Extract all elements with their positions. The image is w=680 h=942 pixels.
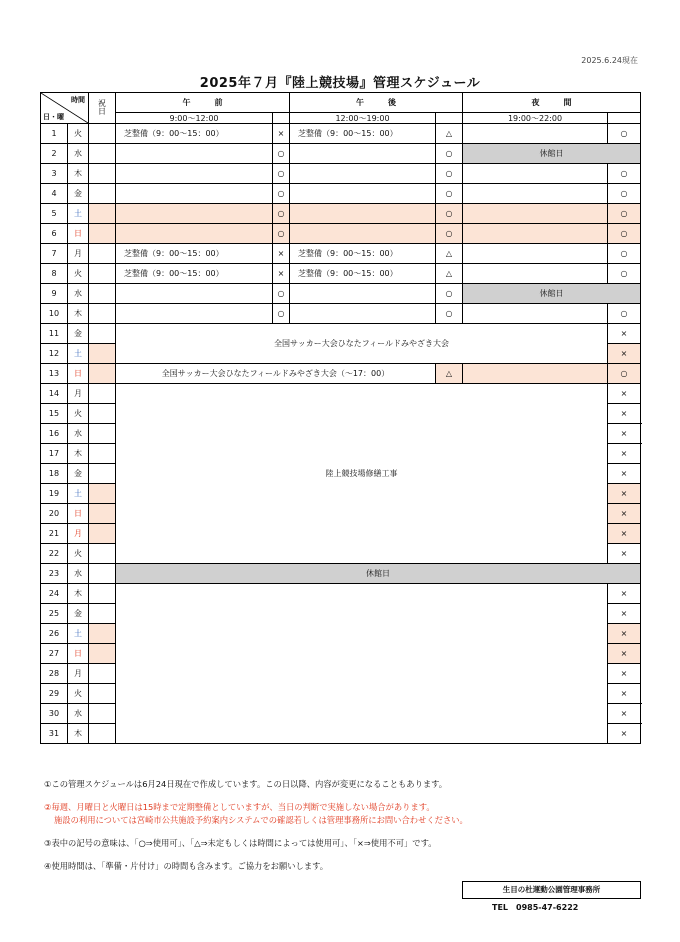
table-row (41, 244, 641, 264)
day-number: 26 (41, 624, 68, 644)
event-soccer-13: 全国サッカー大会ひなたフィールドみやざき大会（〜17：00） (116, 364, 436, 384)
am-slot: 芝整備（9：00〜15：00） (116, 124, 273, 144)
note-1: ①この管理スケジュールは6月24日現在で作成しています。この日以降、内容が変更になることもあります。 (44, 779, 448, 789)
holiday-cell (89, 384, 116, 404)
day-number: 28 (41, 664, 68, 684)
day-number: 1 (41, 124, 68, 144)
night-slot (463, 224, 608, 244)
night-mark: ○ (608, 244, 641, 264)
holiday-cell (89, 244, 116, 264)
day-number: 27 (41, 644, 68, 664)
holiday-cell (89, 444, 116, 464)
day-number: 2 (41, 144, 68, 164)
day-number: 23 (41, 564, 68, 584)
weekday: 土 (68, 204, 89, 224)
day-number: 7 (41, 244, 68, 264)
pm-slot (290, 224, 436, 244)
office-name: 生目の杜運動公園管理事務所 (462, 881, 641, 899)
table-row (41, 564, 641, 584)
weekday: 月 (68, 244, 89, 264)
night-mark: × (608, 664, 641, 684)
holiday-cell (89, 464, 116, 484)
pm-mark: ○ (436, 164, 463, 184)
weekday: 土 (68, 624, 89, 644)
holiday-cell (89, 624, 116, 644)
night-mark: × (608, 684, 641, 704)
night-mark: × (608, 464, 641, 484)
am-mark: ○ (273, 184, 290, 204)
day-number: 24 (41, 584, 68, 604)
am-mark: ○ (273, 204, 290, 224)
pm-mark: ○ (436, 144, 463, 164)
holiday-cell (89, 724, 116, 744)
am-slot (116, 224, 273, 244)
note-2-line-2: 施設の利用については宮崎市公共施設予約案内システムでの確認若しくは管理事務所にお問い合わせください。 (54, 815, 468, 825)
holiday-cell (89, 704, 116, 724)
night-mark: ○ (608, 184, 641, 204)
am-mark: ○ (273, 164, 290, 184)
day-number: 30 (41, 704, 68, 724)
day-number: 5 (41, 204, 68, 224)
am-mark: ○ (273, 224, 290, 244)
table-row (41, 324, 641, 344)
night-mark: ○ (608, 224, 641, 244)
night-mark: × (608, 504, 641, 524)
night-closed: 休館日 (463, 144, 641, 164)
am-mark: ○ (273, 304, 290, 324)
weekday: 火 (68, 264, 89, 284)
table-row (41, 284, 641, 304)
weekday: 火 (68, 404, 89, 424)
holiday-cell (89, 124, 116, 144)
notes (44, 778, 644, 883)
night-mark: × (608, 444, 641, 464)
day-number: 29 (41, 684, 68, 704)
night-mark: × (608, 344, 641, 364)
day-number: 31 (41, 724, 68, 744)
weekday: 金 (68, 184, 89, 204)
day-number: 14 (41, 384, 68, 404)
pm-slot (290, 184, 436, 204)
night-mark: × (608, 524, 641, 544)
table-row (41, 264, 641, 284)
holiday-cell (89, 204, 116, 224)
holiday-cell (89, 264, 116, 284)
note-2-line-1: ②毎週、月曜日と火曜日は15時まで定期整備としていますが、当日の判断で実施しない場合があります。 (44, 802, 435, 812)
table-row (41, 164, 641, 184)
day-number: 21 (41, 524, 68, 544)
construction: 陸上競技場修繕工事 (116, 384, 608, 564)
night-slot (463, 184, 608, 204)
table-row (41, 204, 641, 224)
weekday: 火 (68, 684, 89, 704)
night-slot (463, 164, 608, 184)
pm-mark: △ (436, 244, 463, 264)
pm-mark-header (436, 113, 463, 124)
night-slot (463, 304, 608, 324)
night-mark: × (608, 484, 641, 504)
schedule-table (40, 92, 641, 744)
weekday: 水 (68, 144, 89, 164)
blank-block (116, 584, 608, 744)
night-mark: × (608, 384, 641, 404)
weekday: 日 (68, 504, 89, 524)
table-row (41, 384, 641, 404)
holiday-cell (89, 564, 116, 584)
pm-slot: 芝整備（9：00〜15：00） (290, 264, 436, 284)
day-number: 25 (41, 604, 68, 624)
weekday: 木 (68, 444, 89, 464)
am-slot (116, 144, 273, 164)
pm-slot (290, 164, 436, 184)
table-row (41, 124, 641, 144)
day-number: 17 (41, 444, 68, 464)
holiday-cell (89, 304, 116, 324)
night-header: 夜 間 (463, 93, 641, 113)
day-number: 3 (41, 164, 68, 184)
table-row (41, 364, 641, 384)
day-number: 22 (41, 544, 68, 564)
am-mark: ○ (273, 284, 290, 304)
night-mark: × (608, 724, 641, 744)
am-slot (116, 164, 273, 184)
day-number: 10 (41, 304, 68, 324)
pm-slot: 芝整備（9：00〜15：00） (290, 124, 436, 144)
am-mark: × (273, 264, 290, 284)
night-slot (463, 204, 608, 224)
am-slot (116, 304, 273, 324)
night-slot (463, 244, 608, 264)
day-number: 20 (41, 504, 68, 524)
pm-time: 12:00〜19:00 (290, 113, 436, 124)
weekday: 月 (68, 524, 89, 544)
night-mark: ○ (608, 164, 641, 184)
holiday-header (89, 93, 116, 124)
night-time: 19:00〜22:00 (463, 113, 608, 124)
table-row (41, 584, 641, 604)
note-4: ④使用時間は、「準備・片付け」の時間も含みます。ご協力をお願いします。 (44, 861, 329, 871)
am-slot: 芝整備（9：00〜15：00） (116, 264, 273, 284)
weekday: 日 (68, 224, 89, 244)
holiday-cell (89, 644, 116, 664)
am-mark: × (273, 244, 290, 264)
weekday: 金 (68, 604, 89, 624)
holiday-cell (89, 484, 116, 504)
night-mark: ○ (608, 124, 641, 144)
night-mark: ○ (608, 204, 641, 224)
holiday-cell (89, 504, 116, 524)
night-mark: × (608, 544, 641, 564)
night-mark: ○ (608, 264, 641, 284)
am-slot (116, 284, 273, 304)
holiday-cell (89, 144, 116, 164)
day-number: 6 (41, 224, 68, 244)
weekday: 水 (68, 284, 89, 304)
am-slot: 芝整備（9：00〜15：00） (116, 244, 273, 264)
weekday: 土 (68, 344, 89, 364)
pm-header: 午 後 (290, 93, 463, 113)
holiday-cell (89, 684, 116, 704)
weekday: 水 (68, 704, 89, 724)
weekday: 日 (68, 644, 89, 664)
holiday-cell (89, 284, 116, 304)
pm-slot: 芝整備（9：00〜15：00） (290, 244, 436, 264)
pm-slot (290, 284, 436, 304)
day-number: 18 (41, 464, 68, 484)
weekday: 金 (68, 324, 89, 344)
day-number: 13 (41, 364, 68, 384)
weekday: 水 (68, 564, 89, 584)
night-mark: × (608, 584, 641, 604)
day-number: 15 (41, 404, 68, 424)
note-3: ③表中の記号の意味は、「○⇒使用可」、「△⇒未定もしくは時間によっては使用可」、「×⇒使用不可」です。 (44, 838, 437, 848)
weekday: 日 (68, 364, 89, 384)
weekday: 木 (68, 724, 89, 744)
holiday-cell (89, 164, 116, 184)
pm-mark: △ (436, 124, 463, 144)
holiday-cell (89, 344, 116, 364)
pm-mark: × (608, 704, 641, 724)
weekday: 水 (68, 424, 89, 444)
header-corner (41, 93, 89, 124)
note-2 (44, 801, 644, 827)
weekday: 火 (68, 124, 89, 144)
holiday-cell (89, 524, 116, 544)
table-row (41, 144, 641, 164)
pm-mark: ○ (436, 224, 463, 244)
holiday-cell (89, 364, 116, 384)
night-slot (463, 124, 608, 144)
day-number: 4 (41, 184, 68, 204)
day-number: 16 (41, 424, 68, 444)
am-mark: ○ (273, 144, 290, 164)
as-of-date: 2025.6.24現在 (581, 56, 638, 65)
pm-mark: ○ (436, 284, 463, 304)
closed-day: 休館日 (116, 564, 641, 584)
table-row (41, 224, 641, 244)
night-closed: 休館日 (463, 284, 641, 304)
night-mark: ○ (608, 304, 641, 324)
am-mark: × (273, 124, 290, 144)
day-number: 9 (41, 284, 68, 304)
night-mark: × (608, 624, 641, 644)
pm-mark: ○ (436, 304, 463, 324)
weekday: 月 (68, 384, 89, 404)
holiday-cell (89, 184, 116, 204)
event-soccer: 全国サッカー大会ひなたフィールドみやざき大会 (116, 324, 608, 364)
night-mark-header (608, 113, 641, 124)
holiday-cell (89, 604, 116, 624)
table-row (41, 304, 641, 324)
day-label: 日・曜 (43, 113, 64, 121)
night-mark: × (608, 604, 641, 624)
am-time: 9:00〜12:00 (116, 113, 273, 124)
page-title: 2025年７月『陸上競技場』管理スケジュール (199, 76, 481, 91)
holiday-label: 祝日 (98, 99, 106, 116)
holiday-cell (89, 664, 116, 684)
night-mark: × (608, 404, 641, 424)
night-mark: ○ (608, 364, 641, 384)
day-number: 19 (41, 484, 68, 504)
weekday: 金 (68, 464, 89, 484)
weekday: 月 (68, 664, 89, 684)
pm-mark: × (608, 424, 641, 444)
pm-mark: ○ (436, 204, 463, 224)
night-slot (463, 364, 608, 384)
weekday: 木 (68, 164, 89, 184)
weekday: 木 (68, 584, 89, 604)
pm-mark: △ (436, 364, 463, 384)
holiday-cell (89, 324, 116, 344)
pm-mark: ○ (436, 184, 463, 204)
day-number: 11 (41, 324, 68, 344)
pm-slot (290, 144, 436, 164)
am-slot (116, 204, 273, 224)
pm-slot (290, 204, 436, 224)
time-label: 時間 (71, 96, 85, 104)
night-mark: × (608, 644, 641, 664)
day-number: 8 (41, 264, 68, 284)
am-slot (116, 184, 273, 204)
night-slot (463, 264, 608, 284)
office-tel: TEL 0985-47-6222 (492, 903, 579, 912)
holiday-cell (89, 544, 116, 564)
day-number: 12 (41, 344, 68, 364)
pm-slot (290, 304, 436, 324)
holiday-cell (89, 424, 116, 444)
am-header: 午 前 (116, 93, 290, 113)
weekday: 火 (68, 544, 89, 564)
am-mark-header (273, 113, 290, 124)
pm-mark: △ (436, 264, 463, 284)
holiday-cell (89, 404, 116, 424)
holiday-cell (89, 584, 116, 604)
table-row (41, 184, 641, 204)
holiday-cell (89, 224, 116, 244)
weekday: 木 (68, 304, 89, 324)
night-mark: × (608, 324, 641, 344)
weekday: 土 (68, 484, 89, 504)
